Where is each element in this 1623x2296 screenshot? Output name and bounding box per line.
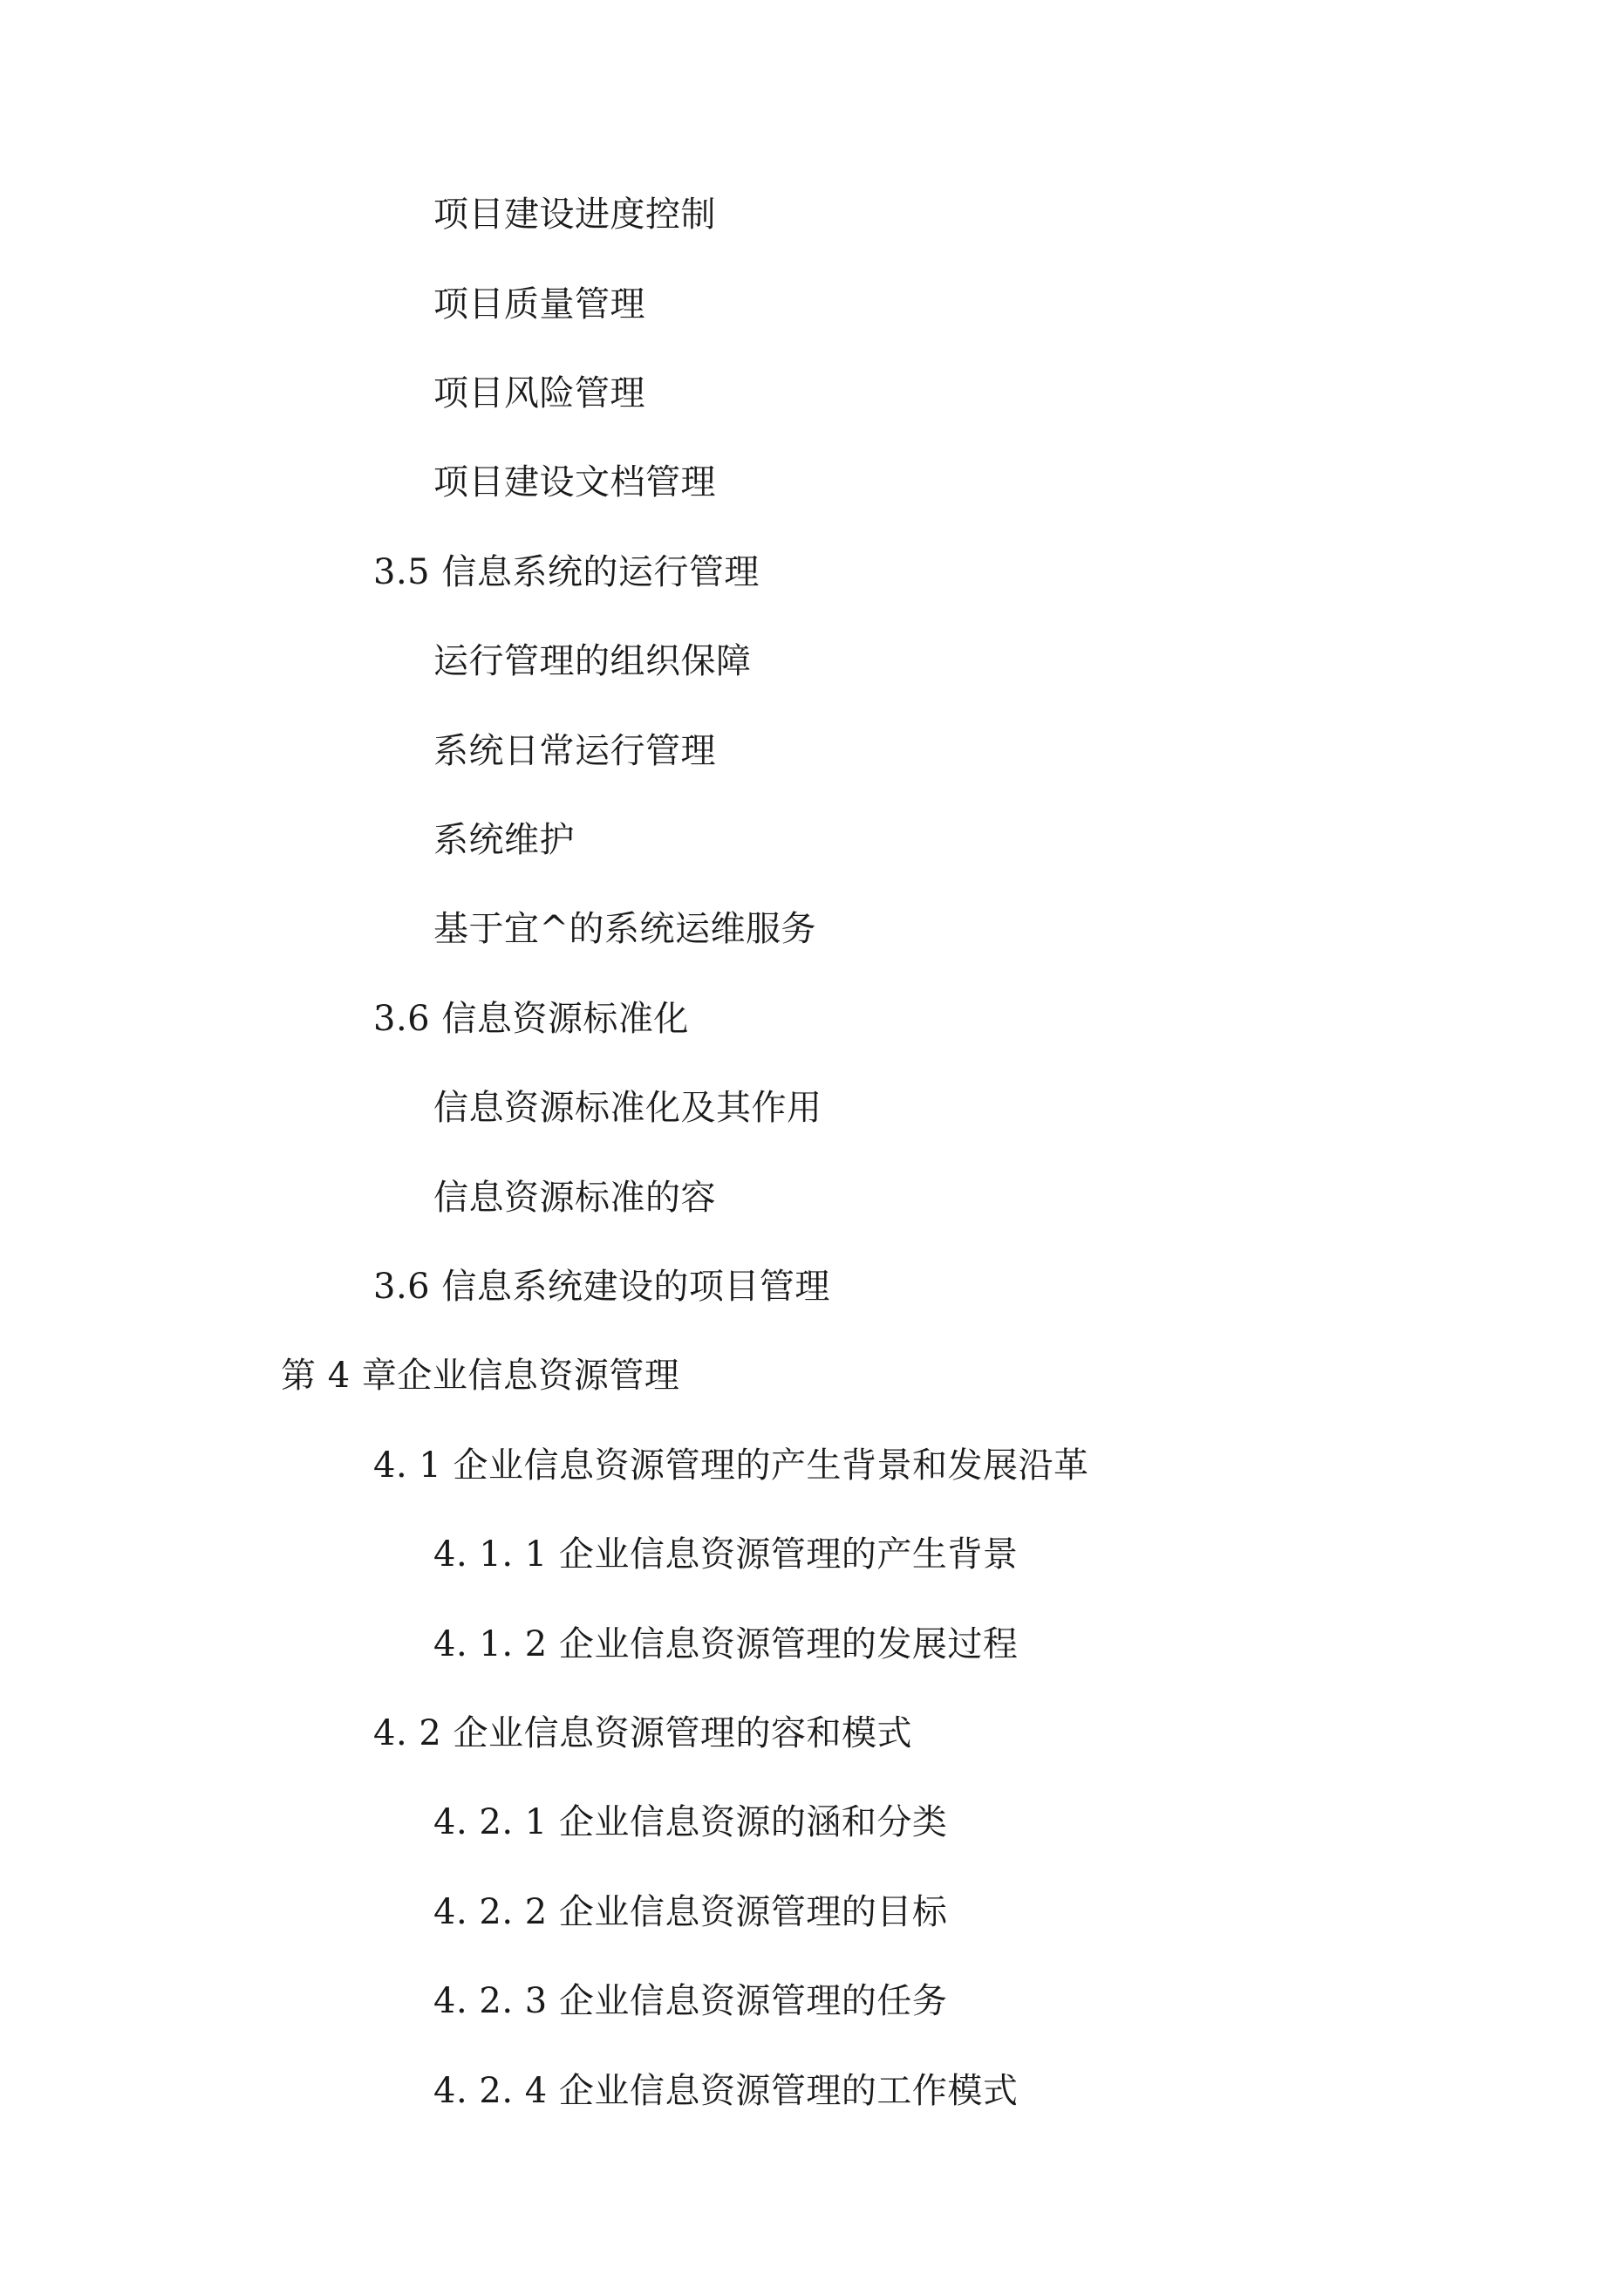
toc-entry: 项目风险管理 bbox=[433, 373, 645, 413]
toc-entry: 4. 2. 3 企业信息资源管理的任务 bbox=[433, 1981, 948, 2021]
toc-entry: 4. 2. 2 企业信息资源管理的目标 bbox=[433, 1892, 948, 1932]
toc-entry: 运行管理的组织保障 bbox=[433, 641, 752, 681]
toc-entry: 项目建设进度控制 bbox=[433, 195, 716, 235]
toc-entry: 4. 2. 4 企业信息资源管理的工作模式 bbox=[433, 2071, 1019, 2111]
toc-entry: 项目质量管理 bbox=[433, 284, 645, 325]
toc-section-heading: 4. 1 企业信息资源管理的产生背景和发展沿革 bbox=[373, 1445, 1089, 1486]
toc-section-heading: 3.5 信息系统的运行管理 bbox=[373, 552, 760, 592]
toc-entry: 信息资源标准的容 bbox=[433, 1178, 716, 1218]
toc-section-heading: 3.6 信息系统建设的项目管理 bbox=[373, 1267, 830, 1307]
toc-entry: 系统维护 bbox=[433, 820, 575, 860]
toc-entry: 基于宜^的系统运维服务 bbox=[433, 909, 817, 949]
toc-entry: 信息资源标准化及其作用 bbox=[433, 1088, 822, 1128]
toc-section-heading: 3.6 信息资源标准化 bbox=[373, 999, 689, 1039]
toc-chapter-heading: 第 4 章企业信息资源管理 bbox=[281, 1356, 680, 1396]
toc-entry: 4. 1. 1 企业信息资源管理的产生背景 bbox=[433, 1534, 1019, 1575]
toc-entry: 4. 2. 1 企业信息资源的涵和分类 bbox=[433, 1802, 948, 1842]
toc-entry: 系统日常运行管理 bbox=[433, 731, 716, 771]
toc-section-heading: 4. 2 企业信息资源管理的容和模式 bbox=[373, 1713, 913, 1753]
toc-entry: 4. 1. 2 企业信息资源管理的发展过程 bbox=[433, 1624, 1019, 1664]
toc-entry: 项目建设文档管理 bbox=[433, 462, 716, 502]
